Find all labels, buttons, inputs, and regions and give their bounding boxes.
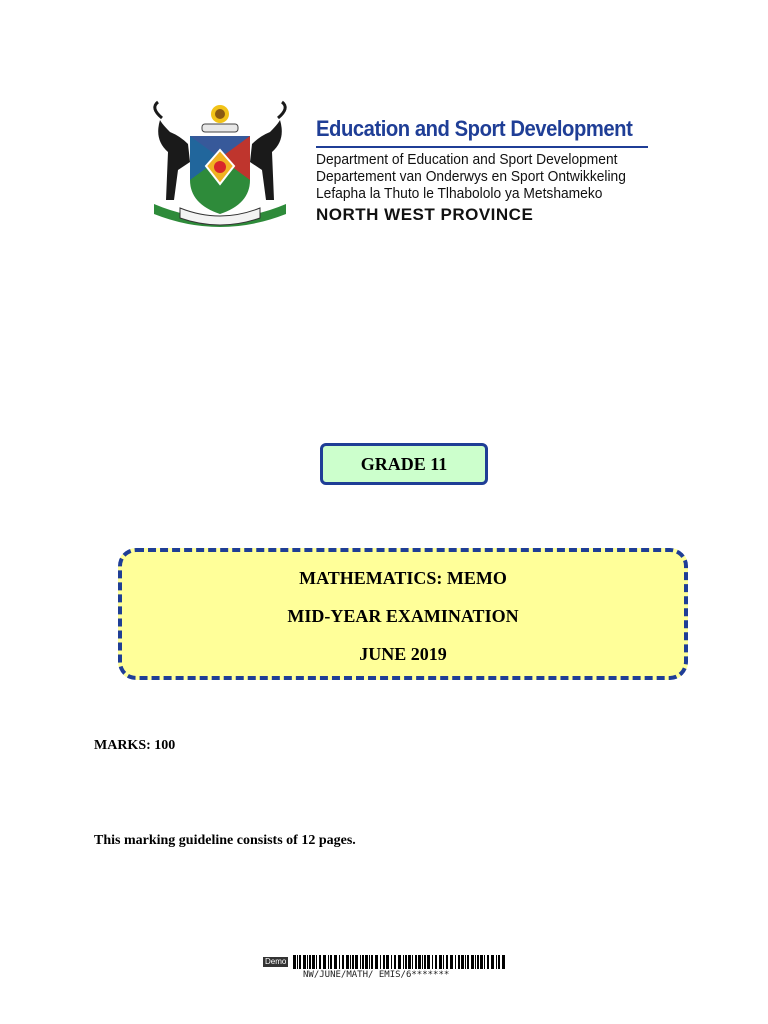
barcode-bars bbox=[293, 955, 537, 971]
barcode-text: NW/JUNE/MATH/ EMIS/6******* bbox=[303, 970, 450, 980]
exam-title: MID-YEAR EXAMINATION bbox=[287, 606, 519, 626]
department-line-afrikaans: Departement van Onderwys en Sport Ontwikkeling bbox=[316, 168, 626, 185]
department-line-setswana: Lefapha la Thuto le Tlhabololo ya Metshameko bbox=[316, 185, 603, 202]
coat-of-arms-icon bbox=[140, 100, 300, 230]
department-line-english: Department of Education and Sport Development bbox=[316, 151, 618, 168]
exam-date: JUNE 2019 bbox=[359, 644, 447, 664]
barcode-demo-tag: Demo bbox=[265, 957, 287, 966]
barcode bbox=[263, 955, 507, 987]
province-name: NORTH WEST PROVINCE bbox=[316, 205, 534, 224]
title-underline bbox=[316, 146, 648, 148]
department-title: Education and Sport Development bbox=[316, 116, 633, 141]
marks-total: MARKS: 100 bbox=[94, 738, 176, 753]
subject-title: MATHEMATICS: MEMO bbox=[299, 568, 507, 588]
header bbox=[140, 100, 660, 230]
grade-label: GRADE 11 bbox=[360, 453, 448, 474]
department-block bbox=[316, 116, 660, 225]
page-count-note: This marking guideline consists of 12 pages. bbox=[94, 833, 356, 848]
memo-title-box bbox=[118, 548, 688, 680]
grade-label-box bbox=[320, 443, 488, 485]
